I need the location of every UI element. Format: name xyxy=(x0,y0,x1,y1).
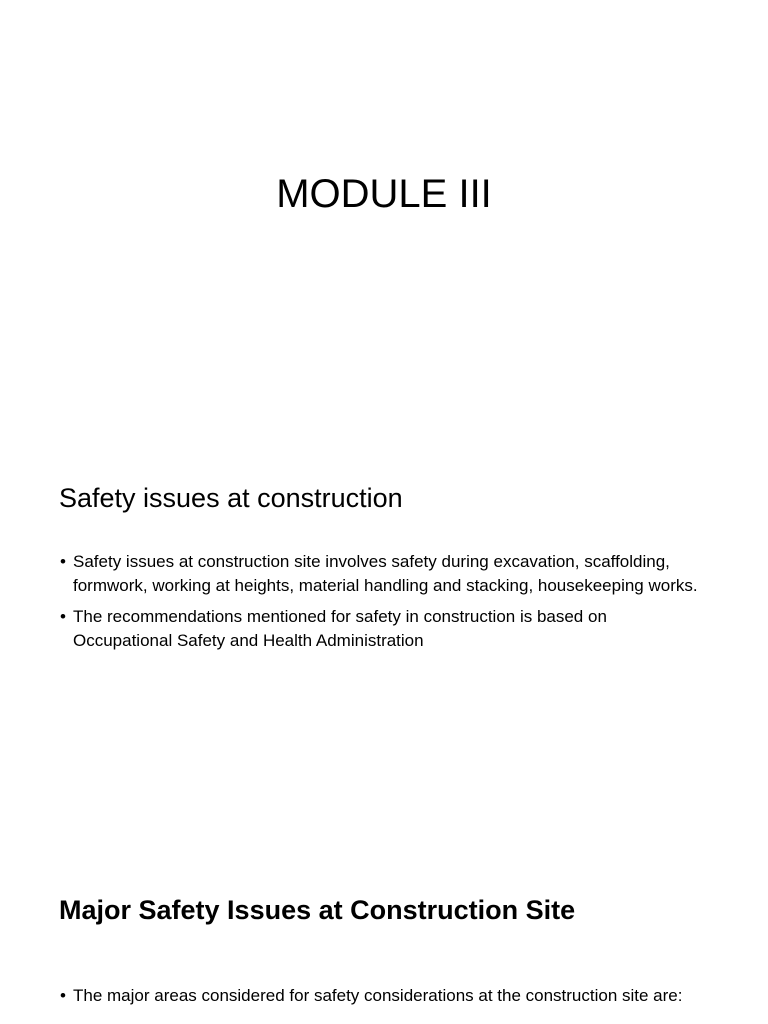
bullet-list xyxy=(59,550,709,660)
slide-safety-issues xyxy=(0,432,768,864)
bullet-item xyxy=(59,550,709,598)
bullet-text: Safety issues at construction site involves safety during excavation, scaffolding, formwork, working at heights, material handling and stacking, housekeeping works. xyxy=(73,552,698,595)
bullet-text: The major areas considered for safety considerations at the construction site are: xyxy=(73,986,683,1005)
module-title: MODULE III xyxy=(276,172,492,216)
slide-heading: Safety issues at construction xyxy=(59,483,403,513)
slide-heading: Major Safety Issues at Construction Site xyxy=(59,895,576,925)
slide-major-safety-issues xyxy=(0,864,768,1024)
bullet-icon: • xyxy=(60,986,66,1005)
bullet-list xyxy=(59,984,709,1015)
bullet-item xyxy=(59,984,709,1008)
bullet-item xyxy=(59,605,709,653)
bullet-text: The recommendations mentioned for safety in construction is based on Occupational Safety and Health Administration xyxy=(73,607,607,650)
bullet-icon: • xyxy=(60,607,66,626)
slide-title xyxy=(0,0,768,432)
bullet-icon: • xyxy=(60,552,66,571)
